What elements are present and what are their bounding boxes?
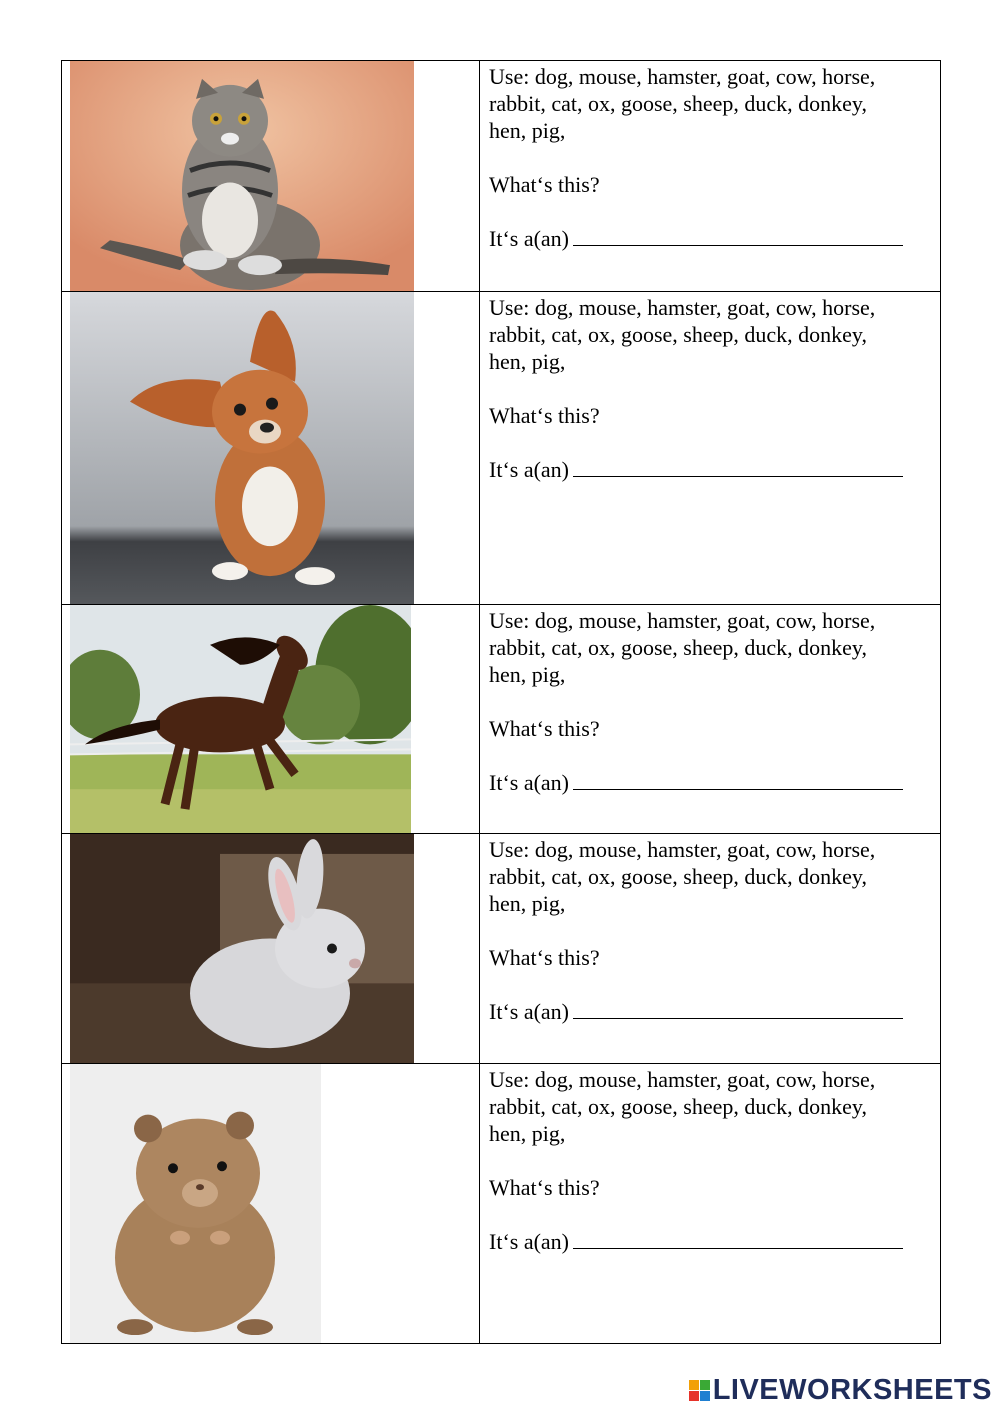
question-text: What‘s this? (489, 403, 600, 428)
word-bank-line: rabbit, cat, ox, goose, sheep, duck, donkey, (489, 864, 867, 889)
word-bank-line: rabbit, cat, ox, goose, sheep, duck, donkey, (489, 91, 867, 116)
worksheet-row-2 (61, 291, 941, 604)
answer-blank[interactable] (573, 998, 903, 1019)
worksheet-row-3 (61, 604, 941, 833)
question-text: What‘s this? (489, 716, 600, 741)
worksheet-row-4 (61, 833, 941, 1063)
answer-prompt: It‘s a(an) (489, 770, 570, 795)
word-bank-line: rabbit, cat, ox, goose, sheep, duck, donkey, (489, 1094, 867, 1119)
answer-line (489, 769, 916, 796)
question-cell (489, 605, 916, 796)
answer-prompt: It‘s a(an) (489, 999, 570, 1024)
worksheet-row-5 (61, 1063, 941, 1344)
column-divider (479, 292, 480, 604)
answer-prompt: It‘s a(an) (489, 1229, 570, 1254)
answer-line (489, 1228, 916, 1255)
answer-blank[interactable] (573, 456, 903, 477)
answer-line (489, 225, 916, 252)
word-bank-line: hen, pig, (489, 349, 566, 374)
question-cell (489, 292, 916, 483)
worksheet-row-1 (61, 60, 941, 291)
liveworksheets-logo-icon (689, 1380, 710, 1401)
word-bank-line: Use: dog, mouse, hamster, goat, cow, horse, (489, 295, 876, 320)
dog-photo (70, 292, 414, 604)
question-cell (489, 834, 916, 1025)
column-divider (479, 61, 480, 291)
answer-blank[interactable] (573, 1228, 903, 1249)
word-bank-line: hen, pig, (489, 118, 566, 143)
word-bank-line: hen, pig, (489, 1121, 566, 1146)
horse-photo (70, 605, 411, 833)
column-divider (479, 834, 480, 1063)
word-bank-line: Use: dog, mouse, hamster, goat, cow, horse, (489, 837, 876, 862)
word-bank-line: hen, pig, (489, 891, 566, 916)
word-bank-line: rabbit, cat, ox, goose, sheep, duck, donkey, (489, 322, 867, 347)
cat-photo (70, 61, 414, 291)
answer-blank[interactable] (573, 769, 903, 790)
column-divider (479, 605, 480, 833)
word-bank-line: Use: dog, mouse, hamster, goat, cow, horse, (489, 64, 876, 89)
question-cell (489, 61, 916, 252)
question-text: What‘s this? (489, 1175, 600, 1200)
answer-line (489, 456, 916, 483)
column-divider (479, 1064, 480, 1343)
brand-name: LIVEWORKSHEETS (712, 1374, 992, 1406)
word-bank-line: Use: dog, mouse, hamster, goat, cow, horse, (489, 1067, 876, 1092)
answer-prompt: It‘s a(an) (489, 226, 570, 251)
question-text: What‘s this? (489, 945, 600, 970)
word-bank-line: rabbit, cat, ox, goose, sheep, duck, donkey, (489, 635, 867, 660)
answer-blank[interactable] (573, 225, 903, 246)
rabbit-photo (70, 834, 414, 1063)
question-cell (489, 1064, 916, 1255)
answer-line (489, 998, 916, 1025)
question-text: What‘s this? (489, 172, 600, 197)
answer-prompt: It‘s a(an) (489, 457, 570, 482)
liveworksheets-logo (689, 1374, 992, 1407)
word-bank-line: hen, pig, (489, 662, 566, 687)
word-bank-line: Use: dog, mouse, hamster, goat, cow, horse, (489, 608, 876, 633)
hamster-photo (70, 1064, 321, 1343)
